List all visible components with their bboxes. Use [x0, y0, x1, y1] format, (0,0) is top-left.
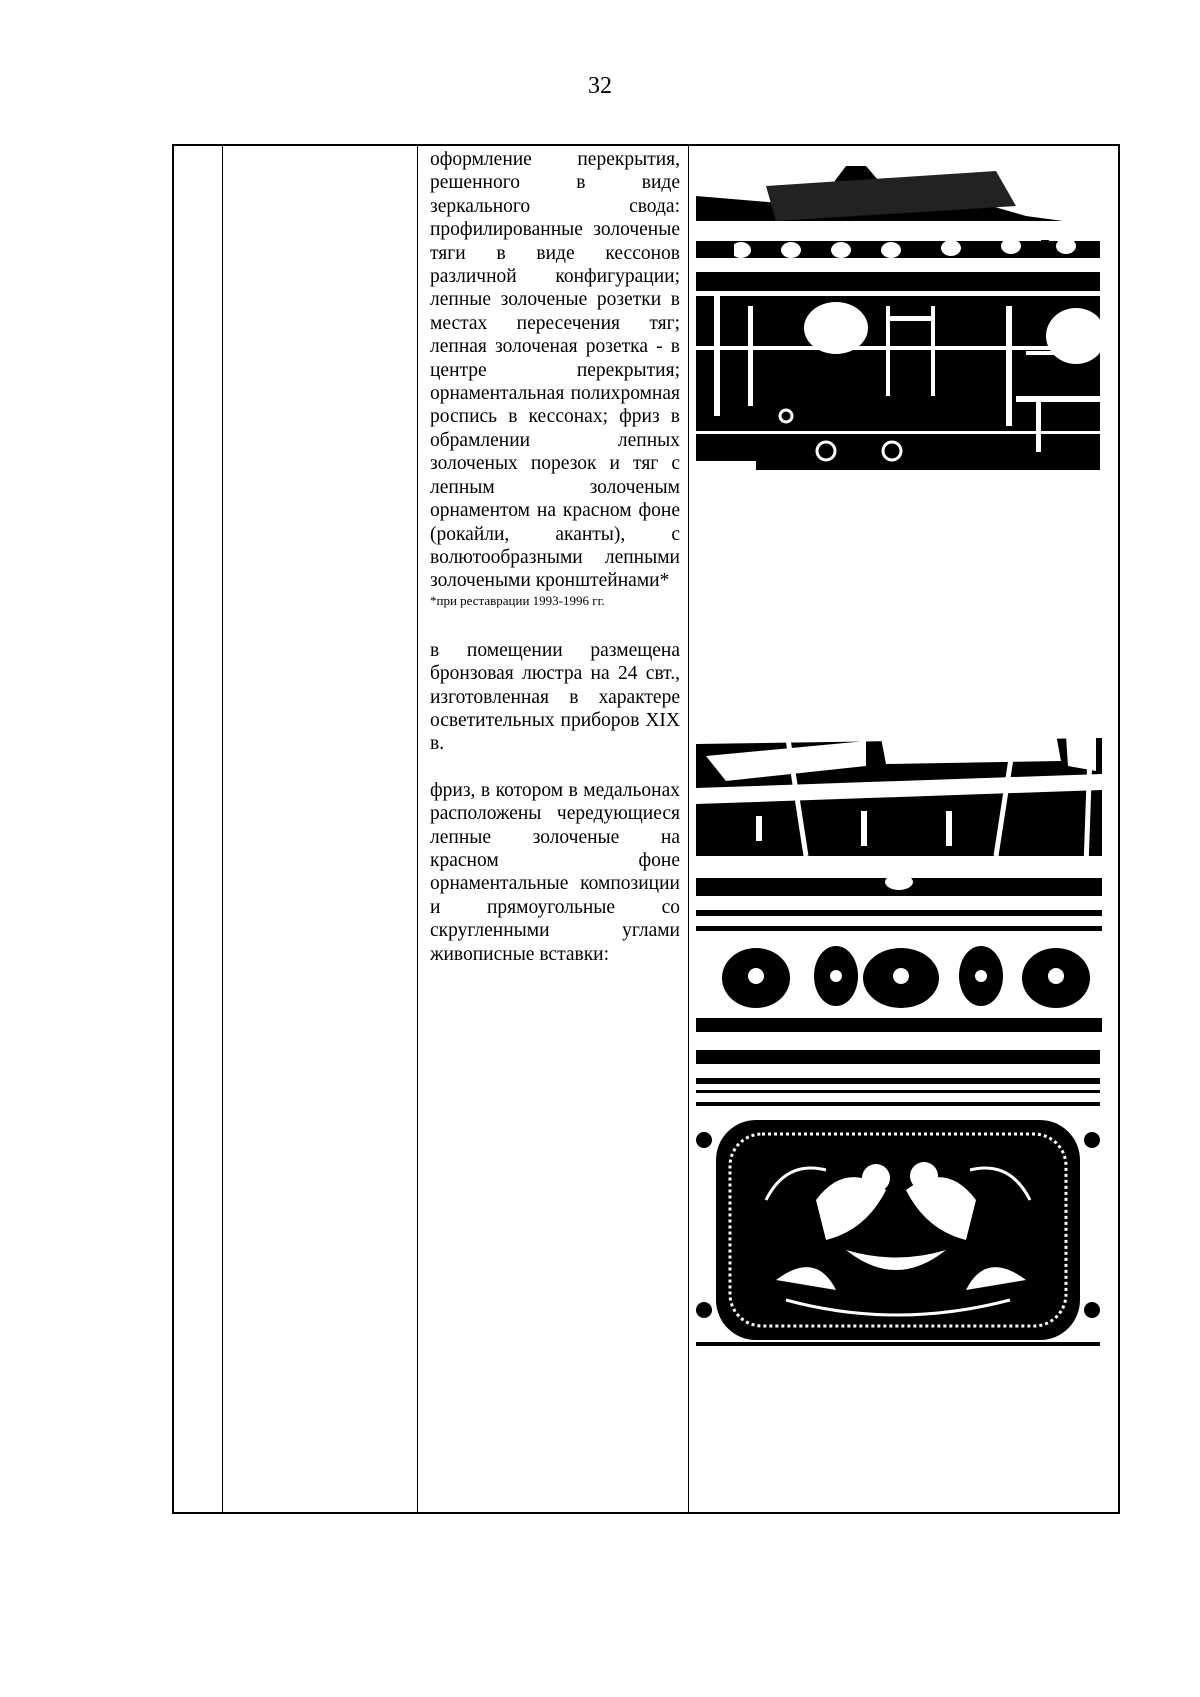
- chandelier-description-paragraph: в помещении размещена бронзовая люстра на 24 свт., изготовленная в характере осветительных приборов XIX в.: [430, 639, 680, 755]
- monument-description-table: [172, 144, 1120, 1514]
- ceiling-interior-photo: [696, 166, 1100, 470]
- column-divider-2: [417, 146, 418, 1512]
- frieze-medallion-photo: [696, 1050, 1100, 1350]
- restoration-footnote: *при реставрации 1993-1996 гг.: [430, 592, 605, 608]
- description-cell: [430, 148, 680, 966]
- page-number: 32: [588, 73, 612, 99]
- frieze-description-paragraph: фриз, в котором в медальонах расположены чередующиеся лепные золоченые на красном фоне орнаментальные композиции и прямоугольные со скругленными углами живописные вставки:: [430, 779, 680, 965]
- column-divider-3: [688, 146, 689, 1512]
- column-divider-1: [222, 146, 223, 1512]
- ceiling-description-paragraph: оформление перекрытия, решенного в виде зеркального свода: профилированные золоченые тяги в виде кессонов различной конфигурации; лепные золоченые розетки в местах пересечения тяг; лепная золоченая розетка - в центре перекрытия; орнаментальная полихромная роспись в кессонах; фриз в обрамлении лепных золоченых порезок и тяг с лепным золоченым орнаментом на красном фоне (рокайли, аканты), с волютообразными лепными золочеными кронштейнами*: [430, 149, 680, 592]
- ceiling-coffers-frieze-photo: [696, 726, 1102, 1032]
